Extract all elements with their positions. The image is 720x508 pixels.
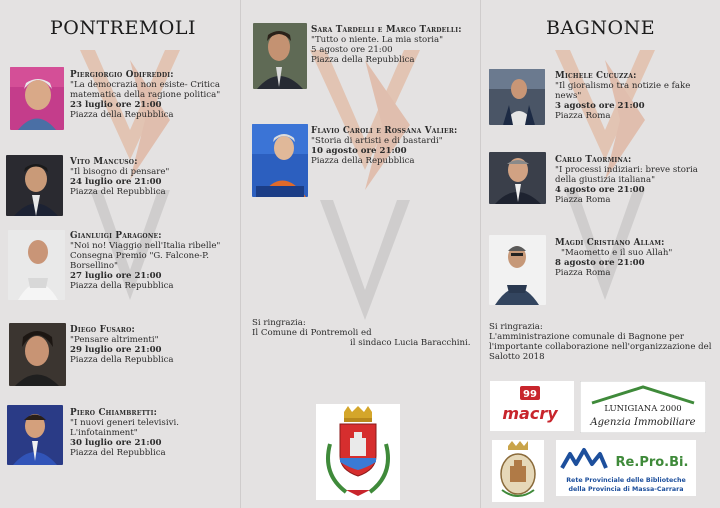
talk-place: Piazza della Repubblica xyxy=(70,281,174,291)
talk-date: 23 luglio ore 21:00 xyxy=(70,100,162,110)
photo-odifreddi xyxy=(10,67,64,130)
talk-date: 5 agosto ore 21:00 xyxy=(311,45,393,55)
speaker-name: Vito Mancuso: xyxy=(70,157,138,167)
lunigiana-subtitle: Agenzia Immobiliare xyxy=(590,417,696,428)
photo-allam xyxy=(489,235,546,305)
column-divider-left xyxy=(240,0,241,508)
speaker-name: Piergiorgio Odifreddi: xyxy=(70,70,174,80)
pontremoli-title: PONTREMOLI xyxy=(50,17,196,39)
talk-date: 10 agosto ore 21:00 xyxy=(311,146,407,156)
talk-date: 27 luglio ore 21:00 xyxy=(70,271,162,281)
speaker-name: Carlo Taormina: xyxy=(555,155,632,165)
thanks-label: Si ringrazia: xyxy=(489,322,543,332)
svg-text:99: 99 xyxy=(523,389,537,400)
talk-title: "La democrazia non esiste- Critica matematica della ragione politica" xyxy=(70,80,221,100)
thanks-text: L'amministrazione comunale di Bagnone per l'importante collaborazione nell'organizzazione del Salotto 2018 xyxy=(489,332,712,362)
talk-title: "Maometto e il suo Allah" xyxy=(561,248,673,258)
speaker-name: Gianluigi Paragone: xyxy=(70,231,162,241)
thanks-label: Si ringrazia: xyxy=(252,318,306,328)
talk-title: "I processi indiziari: breve storia della giustizia italiana" xyxy=(555,165,698,185)
pontremoli-coat-of-arms xyxy=(316,404,400,500)
lunigiana2000-logo xyxy=(580,381,706,433)
reprobi-subtitle-1: Rete Provinciale delle Biblioteche xyxy=(566,477,686,484)
talk-date: 24 luglio ore 21:00 xyxy=(70,177,162,187)
photo-taormina xyxy=(489,152,546,204)
photo-chiambretti xyxy=(7,405,63,465)
photo-cucuzza xyxy=(489,69,545,125)
bagnone-thanks xyxy=(489,322,715,362)
watermark-logo-center xyxy=(300,40,430,340)
photo-fusaro xyxy=(9,323,66,386)
pontremoli-thanks xyxy=(252,318,478,348)
talk-place: Piazza del Repubblica xyxy=(70,448,166,458)
talk-extra: Consegna Premio "G. Falcone-P. Borsellino" xyxy=(70,251,209,271)
bagnone-coat-of-arms xyxy=(492,440,544,502)
thanks-sindaco: il sindaco Lucia Baracchini. xyxy=(350,338,471,348)
talk-place: Piazza Roma xyxy=(555,111,611,121)
macry-wordmark: macry xyxy=(502,404,558,423)
bagnone-title: BAGNONE xyxy=(546,17,656,39)
talk-title: "Noi no! Viaggio nell'Italia ribelle" xyxy=(70,241,221,251)
talk-place: Piazza della Repubblica xyxy=(311,156,415,166)
talk-title: "I nuovi generi televisivi. L'infotainment" xyxy=(70,418,179,438)
reprobi-subtitle-2: della Provincia di Massa-Carrara xyxy=(568,486,684,493)
talk-date: 4 agosto ore 21:00 xyxy=(555,185,645,195)
talk-title: "Il gioralismo tra notizie e fake news" xyxy=(555,81,691,101)
macry-logo xyxy=(490,381,574,431)
talk-title: "Storia di artisti e di bastardi" xyxy=(311,136,443,146)
thanks-comune: Il Comune di Pontremoli ed xyxy=(252,328,372,338)
speaker-name: Piero Chiambretti: xyxy=(70,408,158,418)
talk-title: "Tutto o niente. La mia storia" xyxy=(311,35,444,45)
talk-date: 8 agosto ore 21:00 xyxy=(555,258,645,268)
talk-date: 29 luglio ore 21:00 xyxy=(70,345,162,355)
lunigiana-title: LUNIGIANA 2000 xyxy=(604,404,682,414)
talk-place: Piazza della Repubblica xyxy=(70,355,174,365)
talk-date: 3 agosto ore 21:00 xyxy=(555,101,645,111)
talk-title: "Pensare altrimenti" xyxy=(70,335,159,345)
speaker-name: Michele Cucuzza: xyxy=(555,71,637,81)
talk-place: Piazza Roma xyxy=(555,195,611,205)
talk-place: Piazza del Repubblica xyxy=(70,187,166,197)
photo-caroli xyxy=(252,124,308,197)
speaker-name: Flavio Caroli e Rossana Valier: xyxy=(311,126,458,136)
reprobi-logo xyxy=(556,440,696,496)
photo-paragone xyxy=(8,230,65,300)
speaker-name: Diego Fusaro: xyxy=(70,325,135,335)
talk-place: Piazza della Repubblica xyxy=(70,110,174,120)
photo-mancuso xyxy=(6,155,63,216)
talk-place: Piazza Roma xyxy=(555,268,611,278)
photo-tardelli xyxy=(253,23,307,89)
column-divider-right xyxy=(480,0,481,508)
reprobi-title: Re.Pro.Bi. xyxy=(615,455,689,470)
talk-place: Piazza della Repubblica xyxy=(311,55,415,65)
speaker-name: Magdi Cristiano Allam: xyxy=(555,238,665,248)
talk-title: "Il bisogno di pensare" xyxy=(70,167,170,177)
speaker-name: Sara Tardelli e Marco Tardelli: xyxy=(311,25,462,35)
talk-date: 30 luglio ore 21:00 xyxy=(70,438,162,448)
